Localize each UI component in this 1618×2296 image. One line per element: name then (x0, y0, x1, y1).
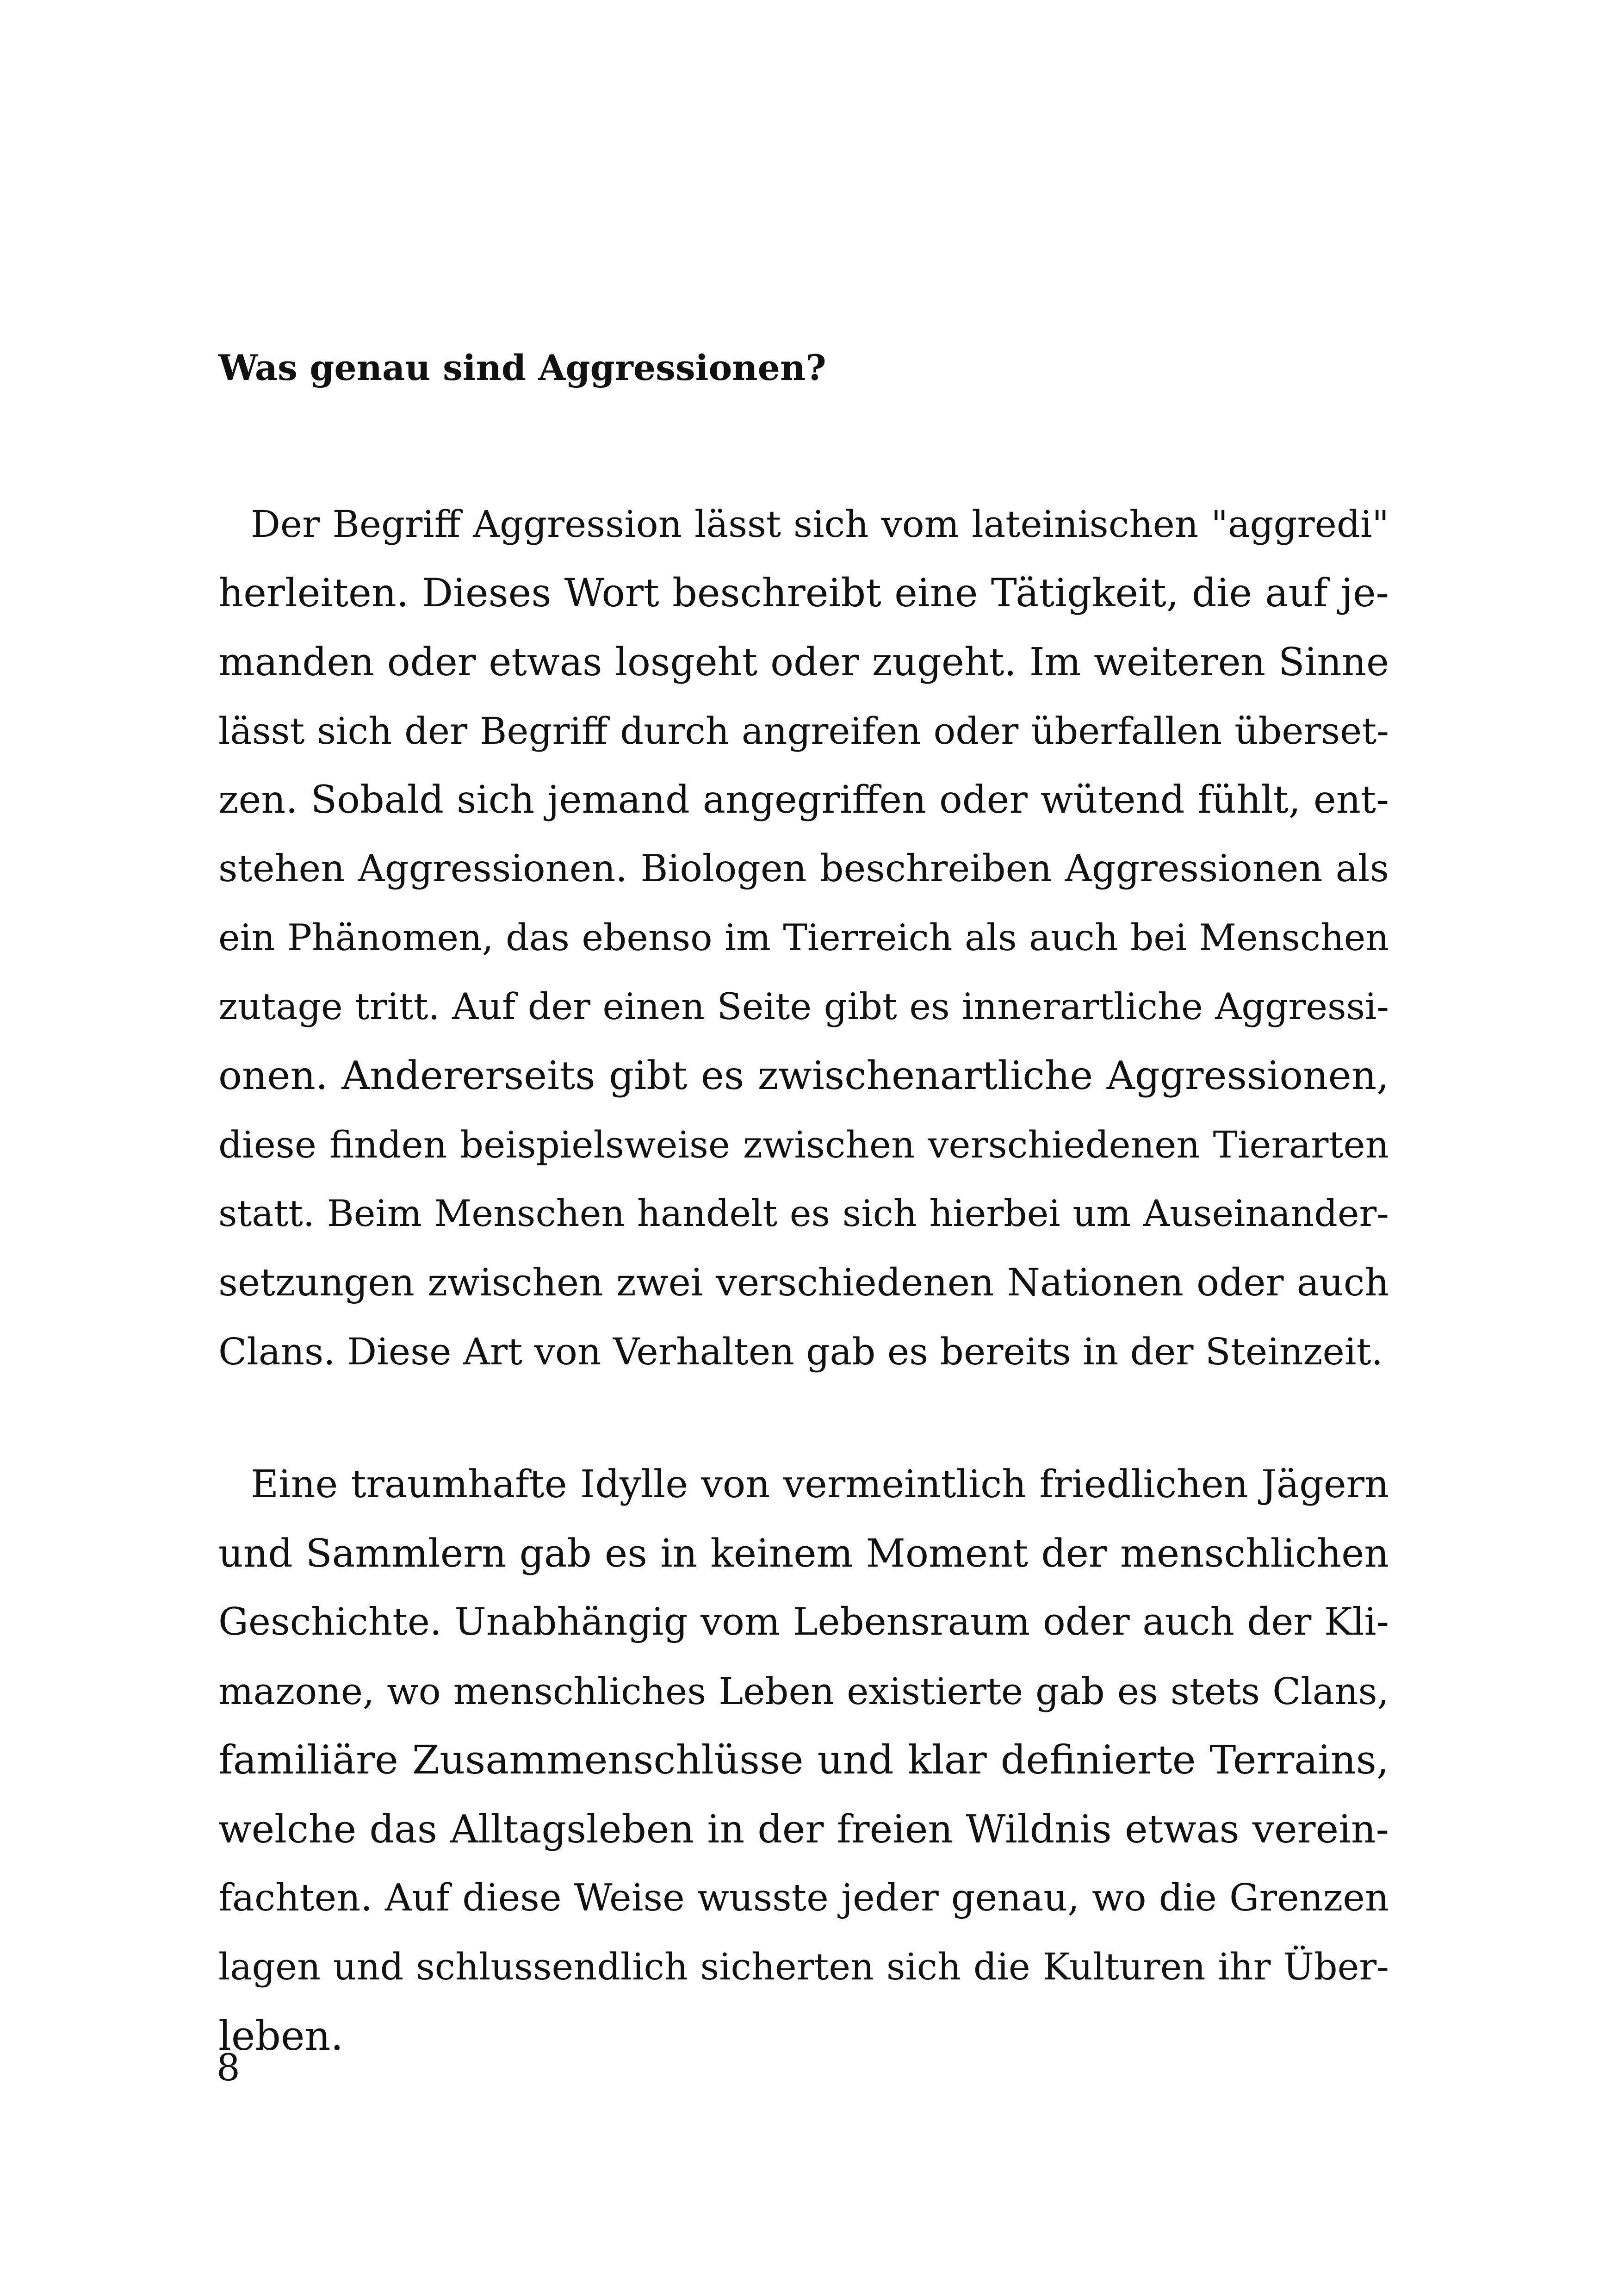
paragraph-2-line: Geschichte. Unabhängig vom Lebensraum oder auch der Kli- (218, 1600, 1389, 1644)
section-heading: Was genau sind Aggressionen? (218, 347, 826, 388)
paragraph-1-line: manden oder etwas losgeht oder zugeht. Im weiteren Sinne (218, 640, 1389, 684)
paragraph-1-line: zen. Sobald sich jemand angegriffen oder wütend fühlt, ent- (218, 778, 1389, 822)
paragraph-2-line: welche das Alltagsleben in der freien Wildnis etwas verein- (218, 1806, 1389, 1852)
paragraph-2-line: familiäre Zusammenschlüsse und klar definierte Terrains, (218, 1737, 1389, 1783)
paragraph-2-line: leben. (218, 2012, 344, 2060)
paragraph-2-line: Eine traumhafte Idylle von vermeintlich friedlichen Jägern (251, 1462, 1389, 1506)
paragraph-1-line: onen. Andererseits gibt es zwischenartliche Aggressionen, (218, 1053, 1389, 1098)
paragraph-2-line: fachten. Auf diese Weise wusste jeder genau, wo die Grenzen (218, 1876, 1389, 1920)
page-number: 8 (217, 2046, 240, 2089)
paragraph-1-line: Der Begriff Aggression lässt sich vom lateinischen "aggredi" (251, 503, 1389, 546)
paragraph-2-line: mazone, wo menschliches Leben existierte gab es stets Clans, (218, 1670, 1389, 1713)
paragraph-1-line: ein Phänomen, das ebenso im Tierreich als auch bei Menschen (218, 916, 1389, 959)
paragraph-1-line: Clans. Diese Art von Verhalten gab es bereits in der Steinzeit. (218, 1330, 1383, 1373)
paragraph-1-line: setzungen zwischen zwei verschiedenen Nationen oder auch (218, 1261, 1389, 1305)
paragraph-1-line: stehen Aggressionen. Biologen beschreiben Aggressionen als (218, 847, 1389, 890)
paragraph-1-line: herleiten. Dieses Wort beschreibt eine Tätigkeit, die auf je- (218, 570, 1389, 616)
paragraph-1-line: diese finden beispielsweise zwischen verschiedenen Tierarten (218, 1123, 1389, 1166)
paragraph-2 (218, 1450, 1389, 2071)
paragraph-2-line: lagen und schlussendlich sicherten sich die Kulturen ihr Über- (218, 1946, 1389, 1988)
paragraph-1-line: zutage tritt. Auf der einen Seite gibt es innerartliche Aggressi- (218, 985, 1389, 1028)
paragraph-1 (218, 490, 1389, 1386)
paragraph-1-line: statt. Beim Menschen handelt es sich hierbei um Auseinander- (218, 1192, 1389, 1235)
paragraph-2-line: und Sammlern gab es in keinem Moment der menschlichen (218, 1531, 1389, 1576)
paragraph-1-line: lässt sich der Begriff durch angreifen oder überfallen überset- (218, 709, 1389, 753)
